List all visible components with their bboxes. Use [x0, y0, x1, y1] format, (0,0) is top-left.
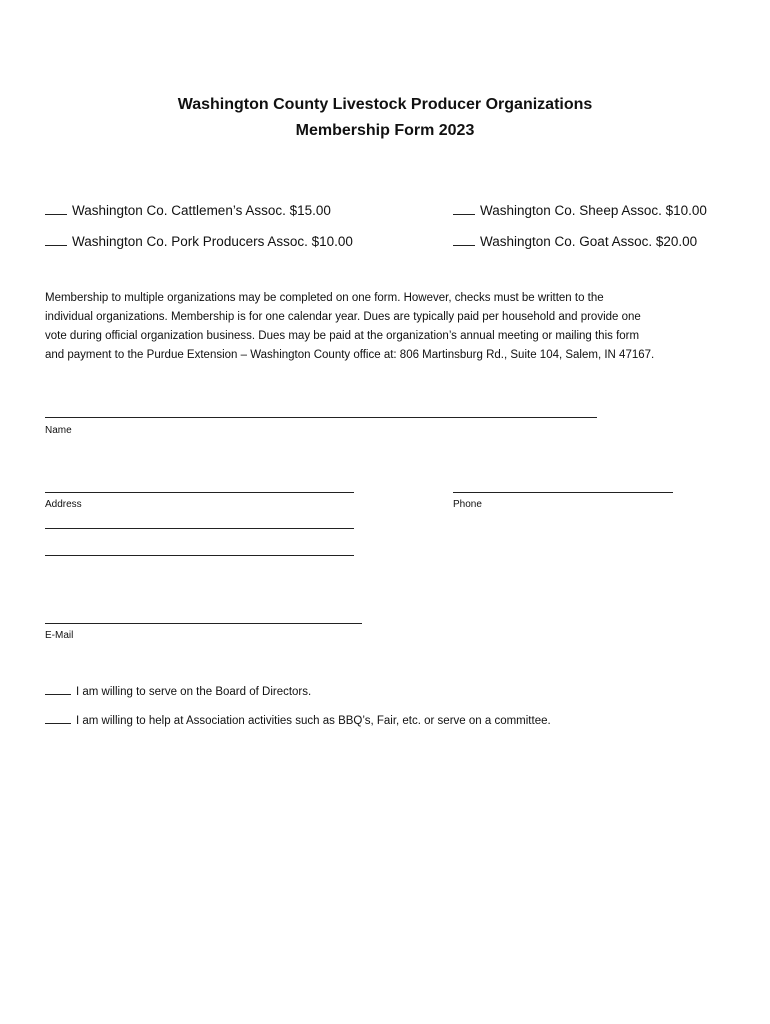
address-label: Address — [45, 499, 82, 510]
help-option-label: I am willing to help at Association activities such as BBQ’s, Fair, etc. or serve on a committee. — [76, 715, 551, 727]
address-field-line-3[interactable] — [45, 555, 354, 556]
board-option-label: I am willing to serve on the Board of Directors. — [76, 686, 312, 698]
checkbox-blank[interactable] — [45, 684, 71, 695]
name-field[interactable] — [45, 417, 597, 418]
org-label: Washington Co. Pork Producers Assoc. $10.00 — [72, 234, 353, 249]
association-help-option[interactable] — [45, 713, 551, 727]
paragraph-line: vote during official organization business. Dues may be paid at the organization’s annual meeting or mailing this form — [45, 330, 640, 342]
email-label: E-Mail — [45, 630, 74, 641]
paragraph-line: and payment to the Purdue Extension – Washington County office at: 806 Martinsburg Rd., Suite 104, Salem, IN 47167. — [45, 349, 655, 361]
checkbox-blank[interactable] — [453, 204, 475, 215]
email-field[interactable] — [45, 623, 362, 624]
checkbox-blank[interactable] — [45, 235, 67, 246]
org-option-sheep[interactable] — [453, 203, 707, 218]
checkbox-blank[interactable] — [45, 713, 71, 724]
org-label: Washington Co. Sheep Assoc. $10.00 — [480, 203, 707, 218]
address-field-line-2[interactable] — [45, 528, 354, 529]
org-option-pork[interactable] — [45, 234, 353, 249]
paragraph-line: Membership to multiple organizations may be completed on one form. However, checks must be written to the — [45, 292, 604, 304]
checkbox-blank[interactable] — [45, 204, 67, 215]
address-field-line-1[interactable] — [45, 492, 354, 493]
org-label: Washington Co. Cattlemen’s Assoc. $15.00 — [72, 203, 331, 218]
paragraph-line: individual organizations. Membership is for one calendar year. Dues are typically paid per household and provide one — [45, 311, 641, 323]
org-label: Washington Co. Goat Assoc. $20.00 — [480, 234, 698, 249]
phone-label: Phone — [453, 499, 482, 510]
name-label: Name — [45, 425, 72, 436]
form-title: Washington County Livestock Producer Organizations — [177, 96, 593, 113]
org-option-cattlemen[interactable] — [45, 203, 331, 218]
phone-field[interactable] — [453, 492, 673, 493]
checkbox-blank[interactable] — [453, 235, 475, 246]
membership-info-paragraph — [45, 289, 735, 365]
org-option-goat[interactable] — [453, 234, 697, 249]
board-of-directors-option[interactable] — [45, 684, 311, 698]
form-subtitle: Membership Form 2023 — [295, 122, 475, 139]
